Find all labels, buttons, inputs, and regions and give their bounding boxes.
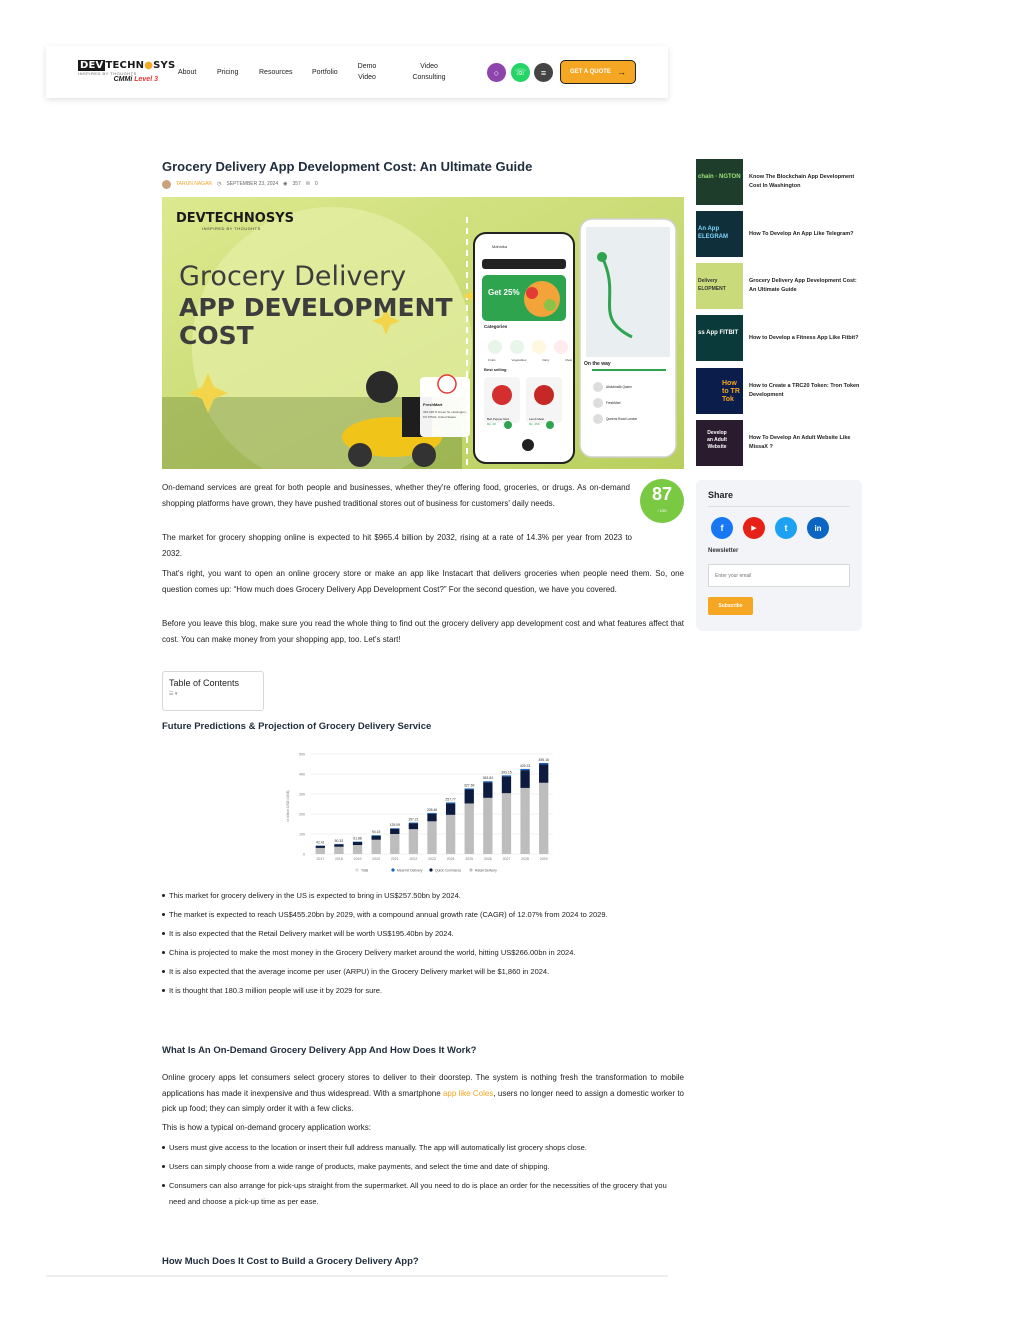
share-label: Share [708,490,734,500]
bar-segment [539,783,548,854]
bar-segment [316,846,325,848]
data-label: 42.41 [316,840,325,845]
y-axis-label: in billion USD (US$) [286,790,290,822]
eye-icon: ◉ [283,181,288,187]
y-tick-label: 0 [303,852,305,857]
nav-video-consulting[interactable]: Video Consulting [412,63,446,81]
x-tick-label: 2022 [409,857,418,861]
bar-segment [427,813,436,814]
list-item: It is thought that 180.3 million people will use it by 2029 for sure. [162,983,684,999]
post-meta [162,179,684,189]
product-1-price: Rp. 40 [487,422,496,426]
view-count: 357 [292,181,301,187]
list-item: Users can simply choose from a wide range of products, make payments, and select the time and date of shipping. [162,1159,684,1175]
bar-segment [353,842,362,845]
bar-segment [520,769,529,770]
list-item: It is also expected that the Retail Delivery market will be worth US$195.40bn by 2024. [162,926,684,942]
sidebar-post[interactable] [696,211,862,257]
data-label: 425.33 [519,763,531,768]
bar-segment [409,829,418,854]
bottom-bar [46,1275,668,1277]
how-bullet-list [162,1140,684,1213]
bar-segment [334,847,343,854]
post-title-link[interactable]: Grocery Delivery App Development Cost: An Ultimate Guide [749,278,857,293]
phone-store: FreshMart [606,401,621,405]
sidebar-post[interactable] [696,159,862,205]
post-thumbnail[interactable]: An App ELEGRAM [696,211,743,257]
toc-toggle-icon[interactable]: ☰ ▾ [169,691,178,697]
toc-title: Table of Contents [169,678,240,688]
divider [708,506,850,507]
bar-segment [502,793,511,854]
bar-segment [502,775,511,776]
bar-segment [316,848,325,854]
phone-category-list: Fruits Vegetables Dairy Meat [488,358,572,362]
sidebar-post[interactable] [696,263,862,309]
bar-segment [483,782,492,798]
menu-icon[interactable]: ≡ [534,63,553,82]
bar-segment [390,834,399,854]
legend-marker [355,868,358,871]
list-item: Consumers can also arrange for pick-ups straight from the supermarket. All you need to do is place an order for the necessities of the grocery that you need and choose a pick-up time as per ease. [162,1178,684,1209]
market-chart [281,746,561,876]
hero-line-3: COST [179,321,254,350]
x-tick-label: 2027 [502,857,511,861]
x-tick-label: 2023 [428,857,436,861]
bar-segment [520,788,529,854]
author-link[interactable]: TARUN NAGAR [176,181,213,187]
data-label: 455.16 [538,757,549,762]
page-title: Grocery Delivery App Development Cost: An Ultimate Guide [162,159,533,174]
avatar [162,180,171,189]
facebook-icon[interactable]: f [711,517,733,539]
post-thumbnail[interactable]: Develop an Adult Website [696,420,743,466]
sidebar-post[interactable] [696,368,862,414]
x-tick-label: 2024 [446,857,455,861]
clock-icon: ◷ [217,181,222,187]
data-label: 363.84 [482,776,494,781]
bar-segment [483,798,492,854]
bar-segment [483,781,492,782]
post-title-link[interactable]: How To Develop An Adult Website Like MissaX ? [749,435,851,450]
post-thumbnail[interactable]: Delivery ELOPMENT [696,263,743,309]
post-title-link[interactable]: How to Develop a Fitness App Like Fitbit? [749,334,859,341]
data-label: 205.46 [426,807,438,812]
x-tick-label: 2028 [521,857,529,861]
intro-paragraph-2: The market for grocery shopping online is expected to hit $965.4 billion by 2032, rising at a rate of 14.3% per year from 2023 to 2032. [162,533,632,558]
bar-segment [353,845,362,854]
bar-segment [465,788,474,789]
bar-segment [502,776,511,793]
data-label: 393.15 [501,770,512,775]
linkedin-icon[interactable]: in [807,517,829,539]
cmmi-badge: CMMi Level 3 [113,76,158,83]
bar-segment [372,836,381,840]
bar-segment [409,823,418,829]
youtube-icon[interactable]: ▶ [743,517,765,539]
legend-label: Retail Delivery [475,868,497,873]
get-a-quote-button[interactable]: GET A QUOTE → [560,60,636,84]
nav-portfolio[interactable]: Portfolio [312,69,338,76]
post-thumbnail[interactable]: chain · NGTON [696,159,743,205]
hero-line-2: APP DEVELOPMENT [179,293,453,322]
article [162,158,684,1267]
chat-icon[interactable]: ○ [487,63,506,82]
legend-marker [391,868,394,871]
list-item: Users must give access to the location or insert their full address manually. The app will automatically list grocery shops close. [162,1140,684,1156]
x-tick-label: 2018 [335,857,343,861]
arrow-right-icon: → [616,67,626,77]
phone-user: Mahnika [492,244,508,249]
bar-segment [465,789,474,803]
subscribe-button[interactable]: Subscribe [708,597,753,615]
legend-marker [429,868,432,871]
logo-wordmark: DEV TECHN●SYS [80,60,176,71]
bar-segment [409,823,418,824]
data-label: 50.33 [334,838,344,843]
x-tick-label: 2026 [483,857,492,861]
legend-label: Quick Commerce [435,868,462,873]
bar-segment [446,815,455,854]
product-2-name: Lamb Meat [529,417,545,421]
future-bullet-list [162,888,684,999]
intro-paragraph-4: Before you leave this blog, make sure you read the whole thing to find out the grocery delivery app development cost and what features affect that cost. You can make money from your shopping app, too. Let's start! [162,619,684,644]
bar-segment [372,840,381,854]
bar-segment [539,764,548,783]
store-card-address: 330-198 N Green St, Hoisington, KS 67544, United States [423,410,467,419]
product-1-name: Bell Pepper Red [487,417,509,421]
post-title-link[interactable]: How to Create a TRC20 Token: Tron Token Development [749,383,860,398]
y-tick-label: 300 [299,792,305,797]
post-thumbnail[interactable]: ss App FITBIT [696,315,743,361]
y-tick-label: 500 [299,752,305,757]
post-date: SEPTEMBER 23, 2024 [226,181,279,187]
legend-marker [469,868,472,871]
bar-segment [334,844,343,846]
bar-segment [427,821,436,854]
bar-segment [390,829,399,834]
logo-tagline: INSPIRED BY THOUGHTS [78,71,137,76]
post-title-link[interactable]: How To Develop An App Like Telegram? [749,230,854,237]
x-tick-label: 2019 [353,857,362,861]
list-item: China is projected to make the most money in the Grocery Delivery market around the world, hitting US$266.00bn in 2024. [162,945,684,961]
data-label: 327.69 [464,783,475,788]
bar-segment [446,802,455,803]
nav-pricing[interactable]: Pricing [217,69,239,76]
post-thumbnail[interactable]: How to TR Tok [696,368,743,414]
intro-paragraph-3: That's right, you want to open an online grocery store or make an app like Instacart that delivers groceries when people need them. So, one question comes up: “How much does Grocery Delivery App Development Cost?” For the second question, we have you covered. [162,569,684,594]
bar-segment [427,814,436,822]
nav-demo-video[interactable]: Demo Video [357,63,377,81]
share-widget [696,480,862,631]
list-item: This market for grocery delivery in the US is expected to bring in US$257.50bn by 2024. [162,888,684,904]
bar-segment [390,828,399,829]
bar-segment [539,763,548,764]
readability-score-badge: 87 / 100 [640,479,684,523]
whatsapp-icon[interactable]: ☏ [511,63,530,82]
hero-brand-tagline: INSPIRED BY THOUGHTS [202,226,261,231]
heading-future-predictions: Future Predictions & Projection of Grocery Delivery Service [162,721,432,732]
twitter-icon[interactable]: t [775,517,797,539]
x-tick-label: 2029 [539,857,548,861]
heading-cost: How Much Does It Cost to Build a Grocery Delivery App? [162,1256,419,1267]
store-card-name: FreshMart [423,402,443,407]
phone-categories-label: Categories [484,324,508,329]
legend-label: Total [361,868,369,873]
newsletter-label: Newsletter [708,548,739,554]
x-tick-label: 2017 [316,857,325,861]
hero-brand: DEVTECHNOSYS [176,211,294,226]
phone-status: On the way [584,361,611,367]
intro-paragraph-1: On-demand services are great for both people and businesses, whether they're offering food, groceries, or drugs. As on-demand shopping platforms have grown, they have pushed traditional stores out of business for customers' daily needs. [162,483,630,508]
post-title-link[interactable]: Know The Blockchain App Development Cost In Washington [749,174,855,189]
product-2-price: Rp. 459 [529,422,540,426]
y-tick-label: 400 [299,772,305,777]
bar-segment [446,803,455,815]
x-tick-label: 2021 [390,857,399,861]
data-label: 94.15 [371,830,381,835]
nav-resources[interactable]: Resources [259,69,293,76]
phone-promo: Get 25% [488,288,520,297]
table-of-contents[interactable] [162,671,264,711]
nav-about[interactable]: About [178,69,197,76]
bar-segment [520,770,529,788]
how-intro: This is how a typical on-demand grocery application works: [162,1123,371,1132]
comment-count: 0 [315,181,318,187]
app-like-coles-link[interactable]: app like Coles [442,1088,494,1098]
featured-image [162,197,684,469]
list-item: The market is expected to reach US$455.20bn by 2029, with a compound annual growth rate (CAGR) of 12.07% from 2024 to 2029. [162,907,684,923]
hero-line-1: Grocery Delivery [179,261,407,292]
comment-icon: ✉ [305,181,311,187]
x-tick-label: 2025 [465,857,474,861]
y-tick-label: 200 [299,812,305,817]
heading-what-is: What Is An On-Demand Grocery Delivery App And How Does It Work? [162,1045,477,1056]
what-is-paragraph: Online grocery apps let consumers select grocery stores to deliver to their doorstep. The system is nothing fresh the transformation to mobile applications has made it inexpensive and thus widespread. With a smartphone app like Coles, users no longer need to assign a domestic worker to pick up food; they can simply order it with a few clicks. [162,1073,684,1113]
site-logo[interactable] [78,60,176,86]
phone-best-selling: Best selling [484,367,507,372]
email-field[interactable] [708,564,850,587]
x-tick-label: 2020 [372,857,381,861]
bar-segment [465,803,474,854]
sidebar-post[interactable] [696,420,862,466]
data-label: 129.09 [389,823,400,828]
data-label: 61.88 [353,836,362,841]
bar-segment [372,835,381,836]
phone-driver: Abdulmalik Qasim [606,385,632,389]
sidebar-post[interactable] [696,315,862,361]
data-label: 257.77 [445,797,456,802]
list-item: It is also expected that the average income per user (ARPU) in the Grocery Delivery market will be $1,860 in 2024. [162,964,684,980]
y-tick-label: 100 [299,832,305,837]
phone-address: Queens Road London [606,417,638,421]
legend-label: Meal Kit Delivery [397,868,423,873]
site-header [46,46,668,98]
data-label: 157.21 [408,817,419,822]
